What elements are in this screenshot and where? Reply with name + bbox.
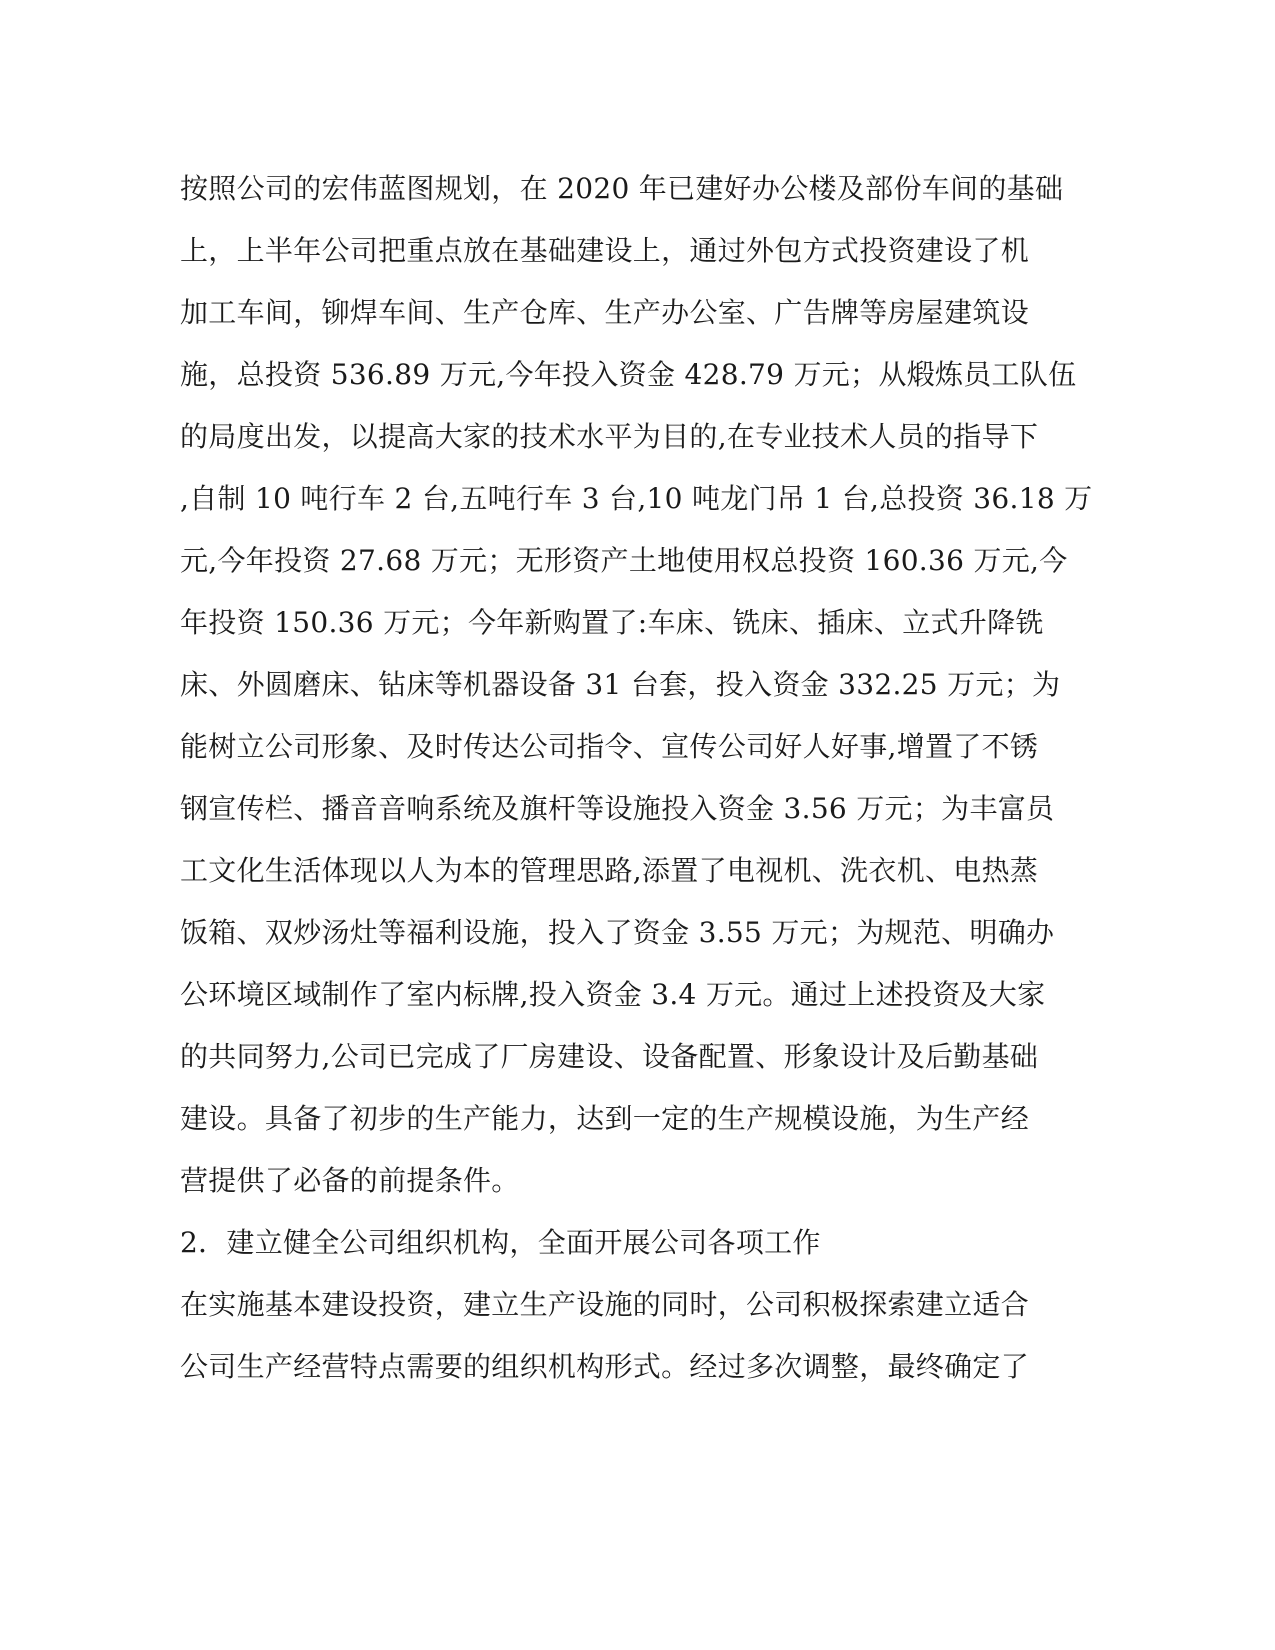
text-line: 按照公司的宏伟蓝图规划，在 2020 年已建好办公楼及部份车间的基础 [180,172,1064,205]
text-line: ,自制 10 吨行车 2 台,五吨行车 3 台,10 吨龙门吊 1 台,总投资 36.18 万 [180,482,1093,515]
text-line: 营提供了必备的前提条件。 [180,1164,520,1197]
text-line: 建设。具备了初步的生产能力，达到一定的生产规模设施，为生产经 [180,1102,1030,1135]
text-line: 年投资 150.36 万元；今年新购置了:车床、铣床、插床、立式升降铣 [180,606,1044,639]
text-line: 公司生产经营特点需要的组织机构形式。经过多次调整，最终确定了 [180,1350,1030,1383]
text-line: 上，上半年公司把重点放在基础建设上，通过外包方式投资建设了机 [180,234,1030,267]
text-line: 床、外圆磨床、钻床等机器设备 31 台套，投入资金 332.25 万元；为 [180,668,1061,701]
text-line: 施，总投资 536.89 万元,今年投入资金 428.79 万元；从煅炼员工队伍 [180,358,1077,391]
text-line: 公环境区域制作了室内标牌,投入资金 3.4 万元。通过上述投资及大家 [180,978,1046,1011]
text-line: 在实施基本建设投资，建立生产设施的同时，公司积极探索建立适合 [180,1288,1030,1321]
text-line: 工文化生活体现以人为本的管理思路,添置了电视机、洗衣机、电热蒸 [180,854,1039,887]
text-line: 饭箱、双炒汤灶等福利设施，投入了资金 3.55 万元；为规范、明确办 [180,916,1055,949]
text-line: 能树立公司形象、及时传达公司指令、宣传公司好人好事,增置了不锈 [180,730,1039,763]
text-line: 元,今年投资 27.68 万元；无形资产土地使用权总投资 160.36 万元,今 [180,544,1068,577]
document-body [180,158,1093,1398]
text-line: 加工车间，铆焊车间、生产仓库、生产办公室、广告牌等房屋建筑设 [180,296,1030,329]
text-line: 钢宣传栏、播音音响系统及旗杆等设施投入资金 3.56 万元；为丰富员 [180,792,1055,825]
section-heading: 2．建立健全公司组织机构，全面开展公司各项工作 [180,1226,821,1259]
text-line: 的共同努力,公司已完成了厂房建设、设备配置、形象设计及后勤基础 [180,1040,1039,1073]
text-line: 的局度出发，以提高大家的技术水平为目的,在专业技术人员的指导下 [180,420,1039,453]
